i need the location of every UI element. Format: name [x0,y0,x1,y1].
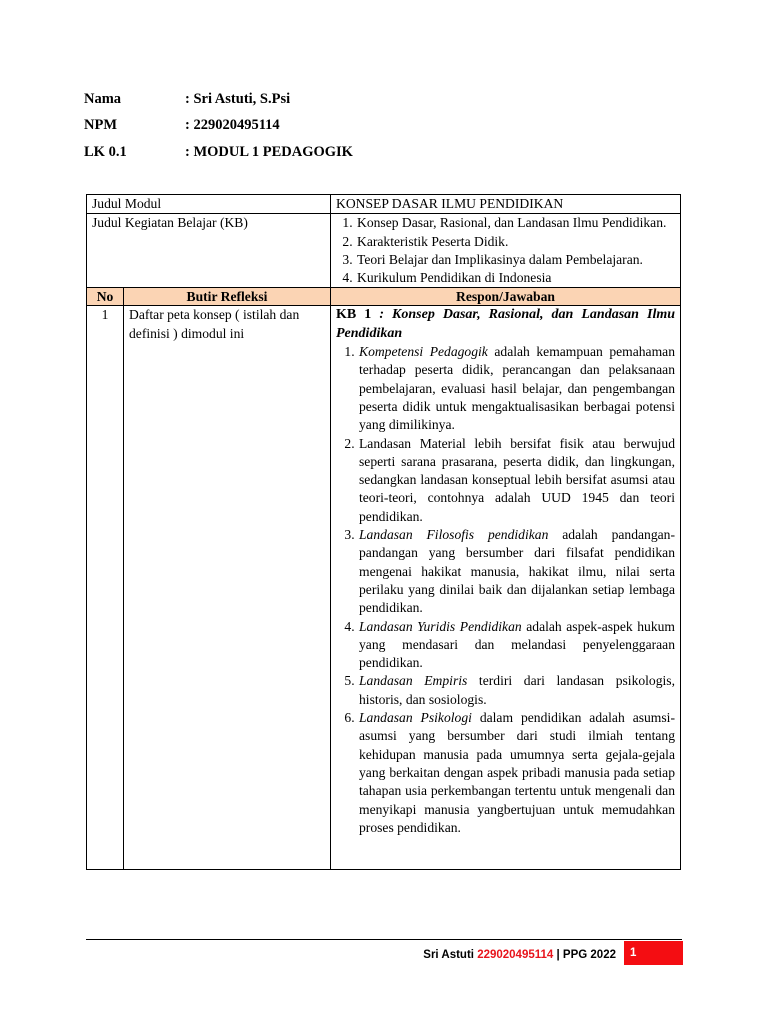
nama-label: Nama [84,90,122,107]
concept-definition: adalah aspek-aspek hukum yang mendasari dan melandasi penyelenggaraan pendidikan. [359,618,675,671]
header-row-lk [84,139,353,166]
judul-modul-row [87,195,681,214]
judul-kb-label: Judul Kegiatan Belajar (KB) [87,214,331,288]
kb-list-item: 2. Karakteristik Peserta Didik. [356,233,675,251]
concept-definition: dalam pendidikan adalah asumsi-asumsi yang bersumber dari studi ilmiah tentang kehidupan manusia pada umumnya serta gejala-gejala yang berkaitan dengan aspek pribadi manusia pada setiap tahapan usia perkembangan tertentu untuk mengenali dan menyikapi manusia yangbertujuan untuk memudahkan proses pendidikan. [359,710,675,835]
header-row-npm [84,113,353,140]
concept-item [358,435,675,526]
concept-term: Kompetensi Pedagogik [359,344,488,360]
footer-program: PPG 2022 [562,949,616,961]
col-no-header: No [87,288,124,306]
concept-item [358,672,675,709]
row-respon [331,306,681,870]
row-no: 1 [87,306,124,870]
npm-value: : 229020495114 [185,117,280,134]
reflection-table [86,194,681,870]
page-footer [423,947,616,963]
header-row-nama [84,86,353,113]
concept-term: Landasan Filosofis pendidikan [359,527,549,543]
concept-definition: adalah kemampuan pemahaman terhadap peserta didik, perancangan dan pelaksanaan pembelajaran, evaluasi hasil belajar, dan pengembangan peserta didik untuk mengaktualisasikan berbagai potensi yang dimilikinya. [359,344,675,433]
kb-title-italic: : Konsep Dasar, Rasional, dan Landasan Ilmu Pendidikan [336,307,676,341]
judul-modul-value: KONSEP DASAR ILMU PENDIDIKAN [331,195,681,214]
kb-list-item: 1. Konsep Dasar, Rasional, dan Landasan Ilmu Pendidikan. [356,214,675,232]
footer-divider [86,939,682,940]
concept-item [358,709,675,837]
concept-term: Landasan Empiris [359,673,468,689]
kb-title-prefix: KB 1 [336,307,372,323]
footer-separator: | [553,949,563,961]
concept-item [358,618,675,673]
row-butir: Daftar peta konsep ( istilah dan definisi ) dimodul ini [124,306,331,870]
kb-list-item: 3. Teori Belajar dan Implikasinya dalam Pembelajaran. [356,251,675,269]
lk-value: : MODUL 1 PEDAGOGIK [185,143,353,160]
col-respon-header: Respon/Jawaban [331,288,681,306]
kb-title [336,306,675,343]
judul-modul-label: Judul Modul [87,195,331,214]
concept-item [358,343,675,434]
concept-definition: terdiri dari landasan psikologis, historis, dan sosiologis. [359,673,675,707]
lk-label: LK 0.1 [84,143,127,160]
nama-value: : Sri Astuti, S.Psi [185,90,291,107]
concept-item [358,526,675,617]
judul-kb-row [87,214,681,288]
concept-term: Landasan Yuridis Pendidikan [359,618,522,634]
kb-list-cell [331,214,681,288]
table-row [87,306,681,870]
page-number: 1 [624,941,683,965]
npm-label: NPM [84,117,118,134]
kb-list [336,214,675,287]
table-header-row [87,288,681,306]
col-butir-header: Butir Refleksi [124,288,331,306]
concept-definition: adalah pandangan- pandangan yang bersumber dari filsafat pendidikan mengenai hakikat manusia, hakikat ilmu, nilai serta perilaku yang dinilai baik dan dijalankan setiap lembaga pendidikan. [359,527,675,616]
concept-definition: Landasan Material lebih bersifat fisik atau berwujud seperti sarana prasarana, peserta didik, dan lingkungan, sedangkan landasan konseptual lebih bersifat asumsi atau teori-teori, contohnya adalah UUD 1945 dan teori pendidikan. [359,435,675,524]
identity-header [84,86,353,166]
concept-term: Landasan Psikologi [359,710,472,726]
concept-list [336,343,675,837]
footer-name: Sri Astuti [423,949,474,961]
footer-npm: 229020495114 [477,949,554,961]
kb-list-item: 4. Kurikulum Pendidikan di Indonesia [356,269,675,287]
